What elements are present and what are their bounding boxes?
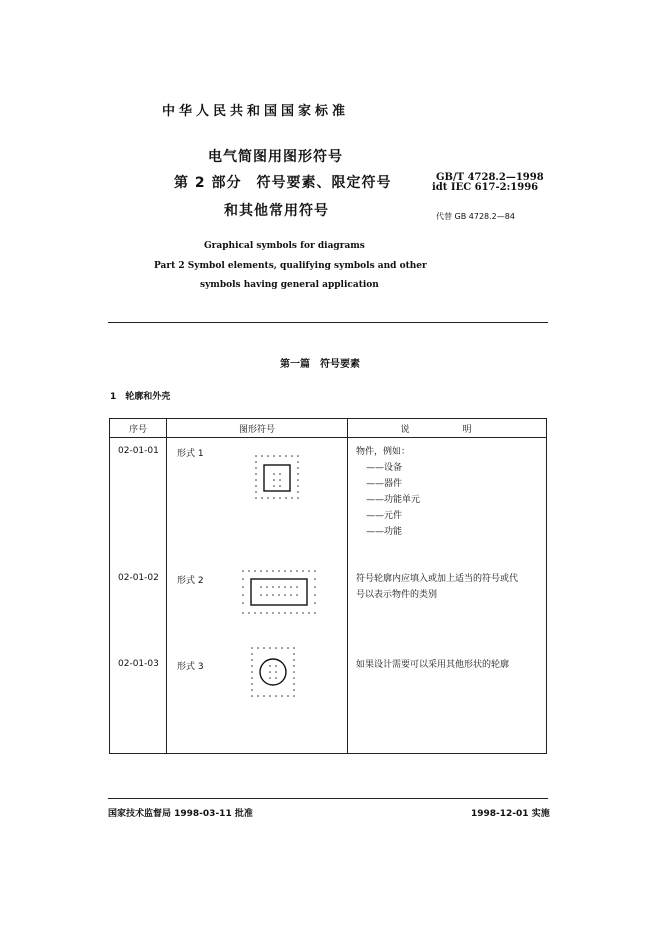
- row-description: [356, 444, 420, 540]
- row-description: [356, 571, 518, 603]
- english-title-1: Graphical symbols for diagrams: [204, 241, 365, 251]
- footer-rule: [108, 798, 548, 799]
- description-line: 如果设计需要可以采用其他形状的轮廓: [356, 660, 510, 670]
- table-row: [110, 653, 547, 754]
- symbol-table: [109, 418, 547, 754]
- description-line: 符号轮廓内应填入或加上适当的符号或代: [356, 574, 519, 584]
- description-line: ——功能: [366, 527, 403, 537]
- form-label: 形式 2: [177, 576, 204, 586]
- title-line-3: 和其他常用符号: [224, 203, 329, 219]
- form-label: 形式 1: [177, 449, 204, 459]
- description-line: 物件，例如：: [356, 447, 411, 457]
- header-symbol: 图形符号: [167, 419, 348, 438]
- row-symbol-cell: [167, 653, 348, 754]
- form-label: 形式 3: [177, 662, 204, 672]
- row-no-cell: [110, 653, 167, 754]
- header-description: 说 明: [348, 419, 547, 438]
- row-symbol-cell: [167, 567, 348, 653]
- square-outline-symbol: [253, 453, 303, 503]
- title-line-1: 电气简图用图形符号: [208, 149, 343, 165]
- row-number: 02-01-01: [118, 446, 159, 456]
- description-line: ——元件: [366, 511, 403, 521]
- description-line: 号以表示物件的类别: [356, 590, 438, 600]
- table-row: [110, 438, 547, 568]
- row-description-cell: [348, 567, 547, 653]
- row-number: 02-01-02: [118, 573, 159, 583]
- row-number: 02-01-03: [118, 659, 159, 669]
- table-header-row: [110, 419, 547, 438]
- header-no: 序号: [110, 419, 167, 438]
- section-title: 第一篇 符号要素: [280, 359, 360, 370]
- description-line: ——功能单元: [366, 495, 421, 505]
- row-description-cell: [348, 653, 547, 754]
- replaces-note: 代替 GB 4728.2—84: [436, 212, 515, 221]
- english-title-3: symbols having general application: [200, 280, 379, 290]
- approval-note: 国家技术监督局 1998-03-11 批准: [108, 809, 253, 819]
- title-line-2: 第 2 部分 符号要素、限定符号: [174, 175, 392, 191]
- rectangle-outline-symbol: [239, 567, 321, 617]
- circle-outline-symbol: [249, 645, 303, 699]
- row-symbol-cell: [167, 438, 348, 568]
- row-description: [356, 657, 509, 673]
- table-row: [110, 567, 547, 653]
- standard-code: GB/T 4728.2—1998: [436, 172, 544, 183]
- row-description-cell: [348, 438, 547, 568]
- iec-equivalent: idt IEC 617-2:1996: [432, 182, 539, 193]
- implementation-date: 1998-12-01 实施: [471, 809, 550, 819]
- standard-title: 中华人民共和国国家标准: [162, 104, 350, 119]
- row-no-cell: [110, 438, 167, 568]
- clause-title: 1 轮廓和外壳: [110, 392, 171, 402]
- row-no-cell: [110, 567, 167, 653]
- description-line: ——器件: [366, 479, 403, 489]
- description-line: ——设备: [366, 463, 403, 473]
- header-rule: [108, 322, 548, 323]
- english-title-2: Part 2 Symbol elements, qualifying symbols and other: [154, 261, 427, 271]
